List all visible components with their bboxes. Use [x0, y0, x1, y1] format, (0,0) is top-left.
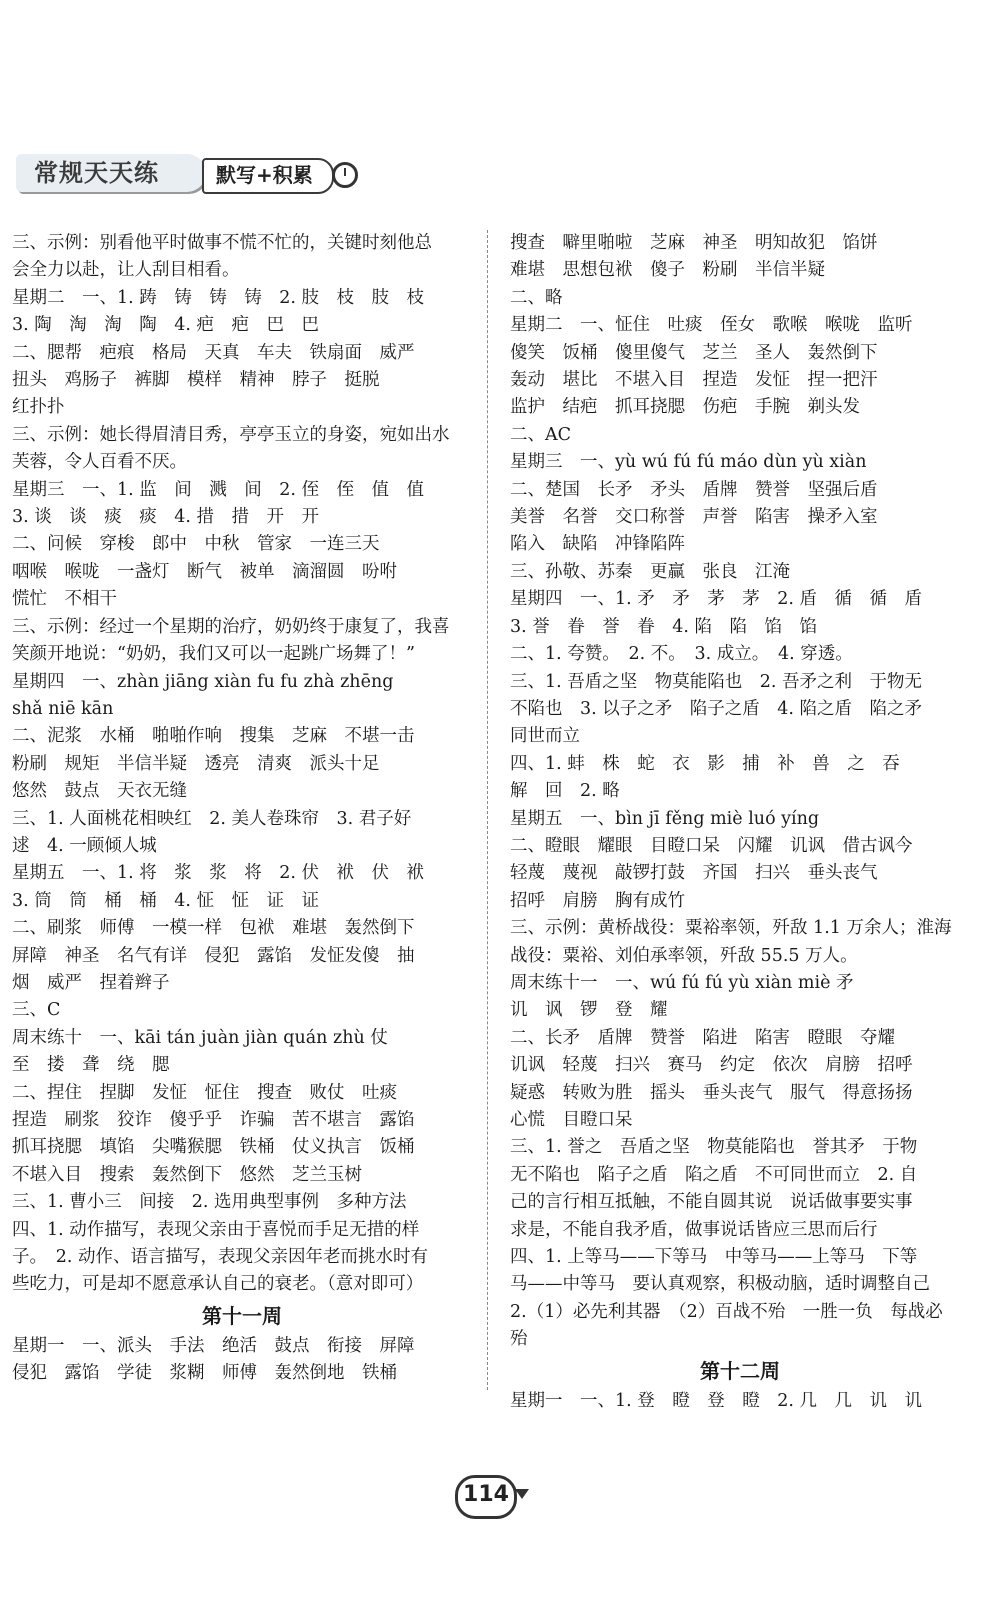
answer-line: 二、刷浆 师傅 一模一样 包袱 难堪 轰然倒下 [12, 918, 415, 939]
answer-line: 三、1. 誉之 吾盾之坚 物莫能陷也 誉其矛 于物 [510, 1137, 918, 1158]
answer-line: 会全力以赴，让人刮目相看。 [12, 260, 240, 281]
week-heading: 第十二周 [700, 1358, 780, 1383]
arrow-down-icon [515, 1489, 529, 1499]
clock-icon [332, 162, 358, 188]
answer-line: 讥 讽 锣 登 耀 [510, 1000, 668, 1021]
answer-line: 四、1. 蚌 株 蛇 衣 影 捕 补 兽 之 吞 [510, 753, 900, 774]
answer-line: 二、问候 穿梭 郎中 中秋 管家 一连三天 [12, 534, 380, 555]
answer-line: 星期五 一、bìn jī fěng miè luó yíng [510, 808, 820, 829]
answer-line: 星期一 一、派头 手法 绝活 鼓点 衔接 屏障 [12, 1335, 415, 1356]
answer-line: 二、AC [510, 424, 572, 445]
answer-line: 二、泥浆 水桶 啪啪作响 搜集 芝麻 不堪一击 [12, 726, 415, 747]
answer-line: 心慌 目瞪口呆 [510, 1110, 633, 1130]
answer-line: 陷入 缺陷 冲锋陷阵 [510, 534, 685, 555]
left-column [12, 230, 472, 1388]
answer-line: 星期五 一、1. 将 浆 浆 将 2. 伏 袱 伏 袱 [12, 863, 425, 884]
page-number: 114 [455, 1475, 517, 1519]
answer-line: 屏障 神圣 名气有详 侵犯 露馅 发怔发傻 抽 [12, 945, 415, 966]
answer-line: 烟 威严 捏着辫子 [12, 972, 170, 993]
answer-line: 三、示例：经过一个星期的治疗，奶奶终于康复了，我喜 [12, 616, 450, 637]
answer-line: 捏造 刷浆 狡诈 傻乎乎 诈骗 苦不堪言 露馅 [12, 1110, 415, 1130]
answer-line: 三、孙敬、苏秦 更赢 张良 江淹 [510, 561, 790, 582]
answer-line: 美誉 名誉 交口称誉 声誉 陷害 操矛入室 [510, 507, 878, 528]
answer-line: 悠然 鼓点 天衣无缝 [12, 781, 187, 802]
answer-line: 二、腮帮 疤痕 格局 天真 车夫 铁扇面 威严 [12, 342, 415, 363]
answer-line: 招呼 肩膀 胸有成竹 [510, 890, 685, 911]
answer-line: shǎ niē kān [12, 698, 114, 719]
answer-line: 马——中等马 要认真观察，积极动脑，适时调整自己 [510, 1274, 930, 1295]
answer-line: 搜查 噼里啪啦 芝麻 神圣 明知故犯 馅饼 [510, 233, 878, 253]
answer-line: 三、1. 曹小三 间接 2. 选用典型事例 多种方法 [12, 1192, 407, 1213]
answer-line: 三、示例：别看他平时做事不慌不忙的，关键时刻他总 [12, 233, 432, 253]
answer-line: 粉刷 规矩 半信半疑 透亮 清爽 派头十足 [12, 753, 380, 774]
banner-title: 常规天天练 [34, 159, 159, 187]
answer-line: 三、C [12, 1000, 61, 1021]
answer-line: 二、瞪眼 耀眼 目瞪口呆 闪耀 讥讽 借古讽今 [510, 835, 913, 856]
answer-line: 解 回 2. 略 [510, 781, 620, 802]
answer-line: 星期二 一、怔住 吐痰 侄女 歌喉 喉咙 监听 [510, 315, 913, 336]
answer-line: 监护 结疤 抓耳挠腮 伤疤 手腕 剃头发 [510, 397, 860, 418]
answer-line: 周末练十一 一、wú fú fú yù xiàn miè 矛 [510, 972, 854, 993]
answer-line: 四、1. 动作描写，表现父亲由于喜悦而手足无措的样 [12, 1219, 420, 1240]
answer-line: 3. 誉 眷 誉 眷 4. 陷 陷 馅 馅 [510, 616, 818, 637]
banner-subtitle: 默写+积累 [216, 163, 313, 187]
answer-line: 三、示例：黄桥战役：粟裕率领，歼敌 1.1 万余人；淮海 [510, 918, 952, 939]
answer-line: 讥讽 轻蔑 扫兴 赛马 约定 依次 肩膀 招呼 [510, 1055, 913, 1076]
answer-line: 2.（1）必先利其器 （2）百战不殆 一胜一负 每战必 [510, 1301, 943, 1322]
answer-line: 己的言行相互抵触，不能自圆其说 说话做事要实事 [510, 1192, 913, 1213]
answer-line: 至 搂 聋 绕 腮 [12, 1055, 170, 1076]
answer-line: 芙蓉，令人百看不厌。 [12, 452, 187, 473]
answer-line: 星期三 一、yù wú fú fú máo dùn yù xiàn [510, 452, 867, 473]
answer-line: 星期二 一、1. 踌 铸 铸 铸 2. 肢 枝 肢 枝 [12, 287, 425, 308]
answer-line: 咽喉 喉咙 一盏灯 断气 被单 滴溜圆 吩咐 [12, 561, 397, 582]
answer-line: 同世而立 [510, 726, 580, 747]
banner-title-box [16, 154, 206, 192]
week-heading: 第十一周 [202, 1303, 282, 1328]
answer-line: 傻笑 饭桶 傻里傻气 芝兰 圣人 轰然倒下 [510, 342, 878, 363]
answer-line: 三、1. 吾盾之坚 物莫能陷也 2. 吾矛之利 于物无 [510, 671, 923, 692]
answer-line: 3. 筒 筒 桶 桶 4. 怔 怔 证 证 [12, 890, 320, 911]
answer-line: 星期三 一、1. 监 间 溅 间 2. 侄 侄 值 值 [12, 479, 425, 500]
right-column [510, 230, 970, 1415]
answer-line: 无不陷也 陷子之盾 陷之盾 不可同世而立 2. 自 [510, 1164, 918, 1185]
answer-line: 二、长矛 盾牌 赞誉 陷进 陷害 瞪眼 夺耀 [510, 1027, 895, 1048]
answer-line: 慌忙 不相干 [12, 589, 117, 610]
section-banner [16, 150, 346, 196]
answer-line: 星期一 一、1. 登 瞪 登 瞪 2. 几 几 讥 讥 [510, 1390, 923, 1411]
answer-line: 周末练十 一、kāi tán juàn jiàn quán zhù 仗 [12, 1027, 388, 1048]
column-divider [487, 230, 488, 1390]
answer-line: 些吃力，可是却不愿意承认自己的衰老。（意对即可） [12, 1274, 424, 1295]
answer-line: 逑 4. 一顾倾人城 [12, 835, 157, 856]
page-number-badge [455, 1475, 527, 1513]
answer-line: 3. 陶 淘 淘 陶 4. 疤 疤 巴 巴 [12, 315, 320, 336]
answer-line: 二、楚国 长矛 矛头 盾牌 赞誉 坚强后盾 [510, 479, 878, 500]
answer-line: 扭头 鸡肠子 裤脚 模样 精神 脖子 挺脱 [12, 370, 380, 391]
answer-line: 子。 2. 动作、语言描写，表现父亲因年老而挑水时有 [12, 1247, 429, 1268]
answer-line: 轰动 堪比 不堪入目 捏造 发怔 捏一把汗 [510, 370, 878, 391]
answer-line: 轻蔑 蔑视 敲锣打鼓 齐国 扫兴 垂头丧气 [510, 863, 878, 884]
answer-line: 星期四 一、1. 矛 矛 茅 茅 2. 盾 循 循 盾 [510, 589, 923, 610]
answer-line: 二、略 [510, 287, 563, 308]
answer-line: 殆 [510, 1329, 528, 1350]
answer-line: 星期四 一、zhàn jiāng xiàn fu fu zhà zhēng [12, 671, 394, 692]
answer-line: 三、1. 人面桃花相映红 2. 美人卷珠帘 3. 君子好 [12, 808, 412, 829]
answer-line: 三、示例：她长得眉清目秀，亭亭玉立的身姿，宛如出水 [12, 424, 450, 445]
answer-line: 战役：粟裕、刘伯承率领，歼敌 55.5 万人。 [510, 945, 858, 966]
answer-line: 3. 谈 谈 痰 痰 4. 措 措 开 开 [12, 507, 320, 528]
answer-line: 四、1. 上等马——下等马 中等马——上等马 下等 [510, 1247, 918, 1268]
answer-line: 不堪入目 搜索 轰然倒下 悠然 芝兰玉树 [12, 1164, 362, 1185]
answer-line: 红扑扑 [12, 397, 65, 418]
answer-line: 不陷也 3. 以子之矛 陷子之盾 4. 陷之盾 陷之矛 [510, 698, 923, 719]
answer-line: 侵犯 露馅 学徒 浆糊 师傅 轰然倒地 铁桶 [12, 1363, 397, 1384]
answer-line: 疑惑 转败为胜 摇头 垂头丧气 服气 得意扬扬 [510, 1082, 913, 1103]
answer-line: 二、捏住 捏脚 发怔 怔住 搜查 败仗 吐痰 [12, 1082, 397, 1103]
answer-line: 笑颜开地说：“奶奶，我们又可以一起跳广场舞了！” [12, 644, 415, 665]
answer-line: 抓耳挠腮 填馅 尖嘴猴腮 铁桶 仗义执言 饭桶 [12, 1137, 415, 1158]
banner-subtitle-box [202, 158, 334, 194]
answer-line: 二、1. 夸赞。 2. 不。 3. 成立。 4. 穿透。 [510, 644, 853, 665]
answer-line: 求是，不能自我矛盾，做事说话皆应三思而后行 [510, 1219, 878, 1240]
answer-line: 难堪 思想包袱 傻子 粉刷 半信半疑 [510, 260, 825, 281]
